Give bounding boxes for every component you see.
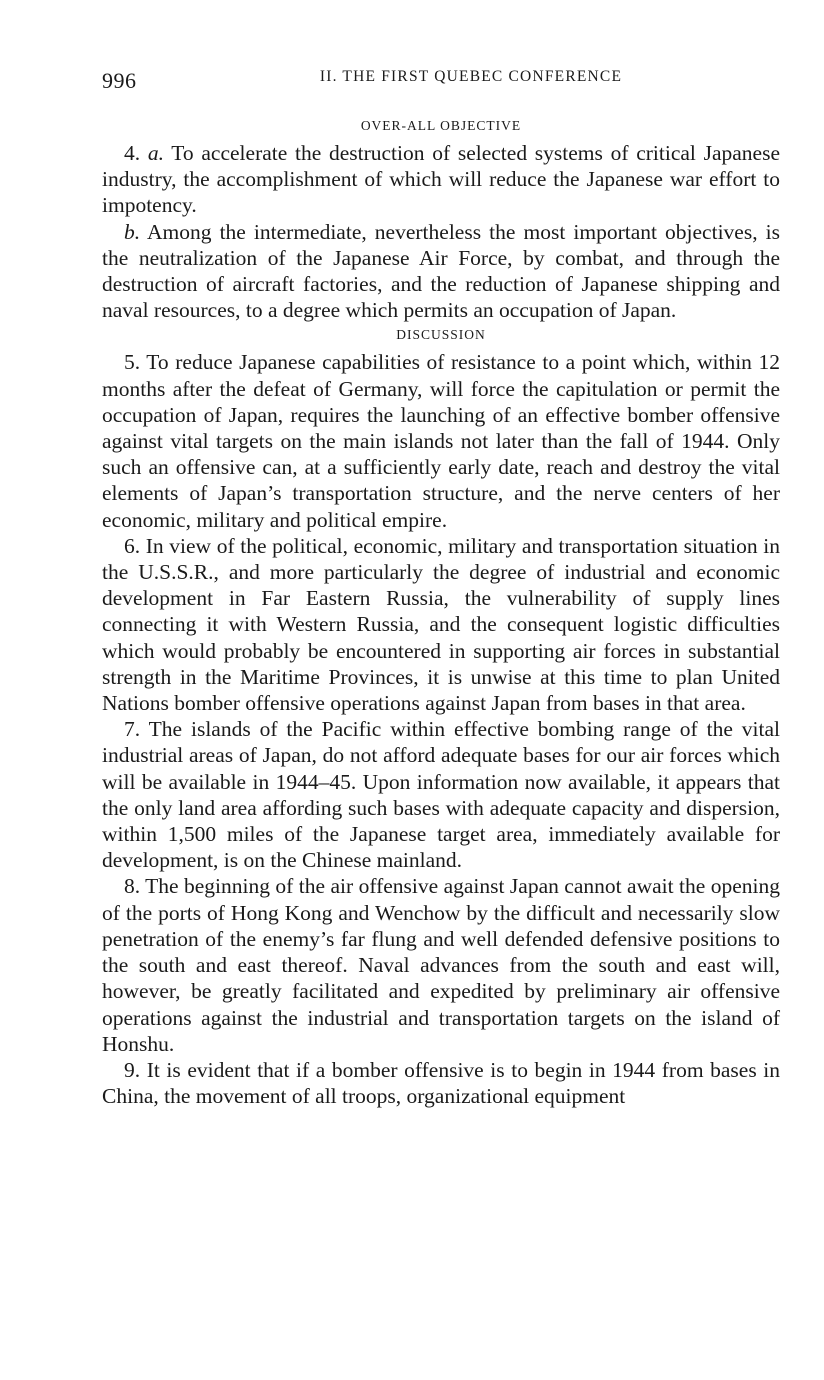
section-heading-discussion: DISCUSSION xyxy=(396,327,486,343)
running-head-title: II. THE FIRST QUEBEC CONFERENCE xyxy=(319,68,623,85)
paragraph-8: 8. The beginning of the air offensive against Japan cannot await the opening of the ports of Hong Kong and Wenchow by the difficult and necessarily slow penetration of the enemy’s far flung and well defended defensive positions to the south and east thereof. Naval advances from the south and east will, however, be greatly facilitated and expedited by preliminary air offensive operations against the industrial and transportation targets on the island of Honshu. xyxy=(102,874,780,1056)
paragraph-4b-text: Among the intermediate, nevertheless the most important objectives, is the neutralization of the Japanese Air Force, by combat, and through the destruction of aircraft factories, and the reduction of Japanese shipping and naval resources, to a degree which permits an occupation of Japan. xyxy=(102,219,780,323)
page-number: 996 xyxy=(102,68,137,93)
paragraph-4a-label: a. xyxy=(147,141,164,165)
paragraph-5: 5. To reduce Japanese capabilities of resistance to a point which, within 12 months after the defeat of Germany, will force the capitulation or permit the occupation of Japan, requires the launching of an effective bomber offensive against vital targets on the main islands not later than the fall of 1944. Only such an offensive can, at a sufficiently early date, reach and destroy the vital elements of Japan’s transportation structure, and the nerve centers of her economic, military and political empire. xyxy=(102,350,780,532)
paragraph-7: 7. The islands of the Pacific within effective bombing range of the vital industrial areas of Japan, do not afford adequate bases for our air forces which will be available in 1944–45. Upon information now available, it appears that the only land area affording such bases with adequate capacity and dispersion, within 1,500 miles of the Japanese target area, immediately available for development, is on the Chinese mainland. xyxy=(102,717,780,873)
paragraph-4a-number: 4. xyxy=(124,141,148,165)
paragraph-9: 9. It is evident that if a bomber offensive is to begin in 1944 from bases in China, the movement of all troops, organizational equipment xyxy=(102,1057,780,1109)
paragraph-4b xyxy=(102,219,780,324)
document-page xyxy=(102,60,780,1109)
section-heading-objective: OVER-ALL OBJECTIVE xyxy=(360,118,522,133)
paragraph-4a-text: To accelerate the destruction of selected systems of critical Japanese industry, the accomplishment of which will reduce the Japanese war effort to impotency. xyxy=(102,141,780,218)
paragraph-4b-label: b. xyxy=(124,219,141,244)
running-head xyxy=(102,60,780,100)
paragraph-4a xyxy=(102,140,780,219)
paragraph-6: 6. In view of the political, economic, military and transportation situation in the U.S.S.R., and more particularly the degree of industrial and economic development in Far Eastern Russia, the vulnerability of supply lines connecting it with Western Russia, and the consequent logistic difficulties which would probably be encountered in supporting air forces in substantial strength in the Maritime Provinces, it is unwise at this time to plan United Nations bomber offensive operations against Japan from bases in that area. xyxy=(102,533,780,716)
